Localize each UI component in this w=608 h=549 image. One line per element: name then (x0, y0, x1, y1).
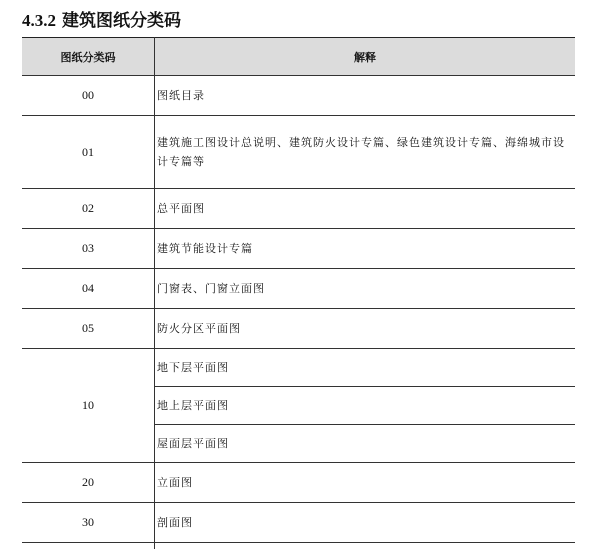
table-row (22, 463, 575, 503)
drawing-classification-table (22, 37, 575, 549)
table-row-cutoff (22, 543, 575, 549)
table-row (22, 269, 575, 309)
row-code: 30 (22, 503, 155, 543)
row-code: 10 (22, 349, 155, 463)
row-code: 20 (22, 463, 155, 503)
row-code: 00 (22, 76, 155, 116)
table-row (22, 229, 575, 269)
table-row (22, 503, 575, 543)
table-row (22, 76, 575, 116)
row-description: 地下层平面图 (155, 349, 576, 387)
row-description: 剖面图 (155, 503, 576, 543)
row-description: 防火分区平面图 (155, 309, 576, 349)
header-description: 解释 (155, 38, 576, 76)
table-row (22, 349, 575, 387)
row-code: 04 (22, 269, 155, 309)
section-number: 4.3.2 (22, 11, 56, 30)
row-code: 03 (22, 229, 155, 269)
row-code-cutoff (22, 543, 155, 549)
row-description: 总平面图 (155, 189, 576, 229)
row-description: 屋面层平面图 (155, 425, 576, 463)
row-code: 02 (22, 189, 155, 229)
section-title: 建筑图纸分类码 (62, 11, 181, 30)
row-code: 05 (22, 309, 155, 349)
row-description-cutoff (155, 543, 576, 549)
row-description: 门窗表、门窗立面图 (155, 269, 576, 309)
row-description: 建筑施工图设计总说明、建筑防火设计专篇、绿色建筑设计专篇、海绵城市设计专篇等 (155, 116, 576, 189)
row-description: 地上层平面图 (155, 387, 576, 425)
row-code: 01 (22, 116, 155, 189)
table-header-row (22, 38, 575, 76)
header-code: 图纸分类码 (22, 38, 155, 76)
table-row (22, 189, 575, 229)
row-description: 建筑节能设计专篇 (155, 229, 576, 269)
row-description: 图纸目录 (155, 76, 576, 116)
table-row (22, 309, 575, 349)
row-description: 立面图 (155, 463, 576, 503)
section-heading (22, 6, 181, 31)
table-row (22, 116, 575, 189)
